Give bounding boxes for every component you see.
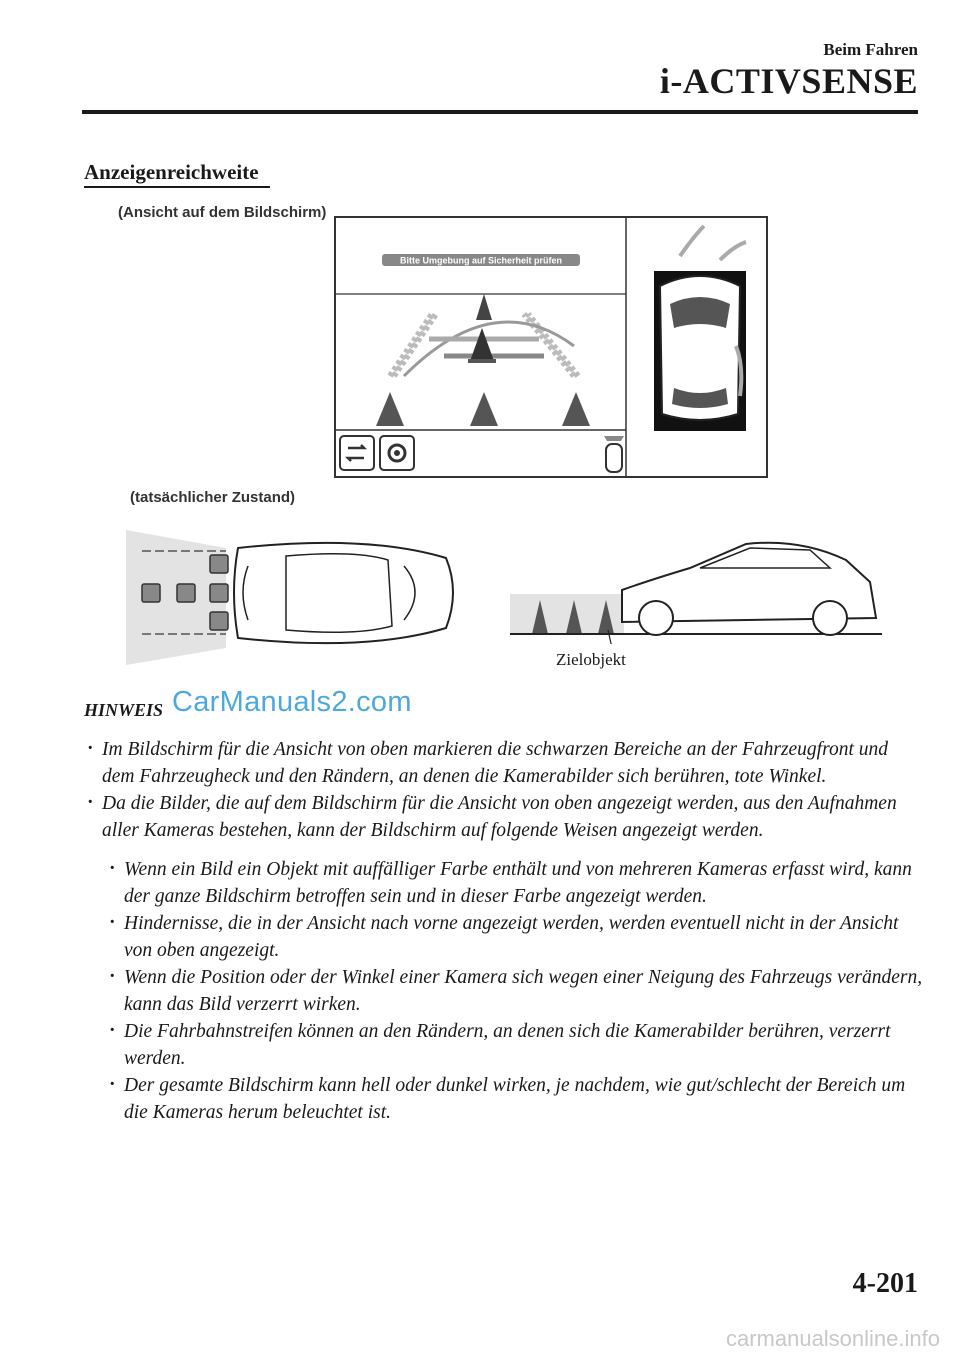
header-section: Beim Fahren <box>823 40 918 59</box>
section-title-underline <box>84 186 270 188</box>
note-subitem: · Hindernisse, die in der Ansicht nach vorne angezeigt werden, werden eventuell nicht in der Ansicht von oben angezeigt. <box>106 910 924 964</box>
actual-caption: (tatsächlicher Zustand) <box>130 489 296 506</box>
screen-caption: (Ansicht auf dem Bildschirm) <box>118 204 327 221</box>
camera-switch-icon <box>340 436 374 470</box>
note-body <box>84 736 924 1126</box>
note-item: · Im Bildschirm für die Ansicht von oben markieren die schwarzen Bereiche an der Fahrzeugfront und dem Fahrzeugheck und den Rändern, an denen die Kamerabilder sich berühren, tote Winkel. <box>84 736 924 790</box>
section-title: Anzeigenreichweite <box>84 160 259 184</box>
note-subitem: · Wenn ein Bild ein Objekt mit auffälliger Farbe enthält und von mehreren Kameras erfasst wird, kann der ganze Bildschirm betroffen sein und in dieser Farbe angezeigt werden. <box>106 856 924 910</box>
note-subitem: · Wenn die Position oder der Winkel einer Kamera sich wegen einer Neigung des Fahrzeugs verändern, kann das Bild verzerrt wirken. <box>106 964 924 1018</box>
note-subitem: · Die Fahrbahnstreifen können an den Rändern, an denen sich die Kamerabilder berühren, verzerrt werden. <box>106 1018 924 1072</box>
page-number: 4-201 <box>852 1268 918 1299</box>
note-item: · Da die Bilder, die auf dem Bildschirm für die Ansicht von oben angezeigt werden, aus den Aufnahmen aller Kameras bestehen, kann der Bildschirm auf folgende Weisen angezeigt werden. <box>84 790 924 844</box>
footer-url: carmanualsonline.info <box>725 1326 940 1351</box>
note-heading: HINWEIS <box>84 700 164 720</box>
note-subitem: · Der gesamte Bildschirm kann hell oder dunkel wirken, je nachdem, wie gut/schlecht der Bereich um die Kameras herum beleuchtet ist. <box>106 1072 924 1126</box>
watermark-text: CarManuals2.com <box>172 686 412 718</box>
screen-illustration <box>334 216 768 478</box>
header-rule <box>82 110 918 114</box>
actual-topview-illustration <box>126 530 456 665</box>
warning-banner <box>382 254 580 266</box>
actual-sideview-illustration <box>510 538 882 644</box>
header-chapter: i-ACTIVSENSE <box>659 61 918 101</box>
warning-banner-text: Bitte Umgebung auf Sicherheit prüfen <box>399 255 563 266</box>
target-object-label: Zielobjekt <box>556 650 626 669</box>
